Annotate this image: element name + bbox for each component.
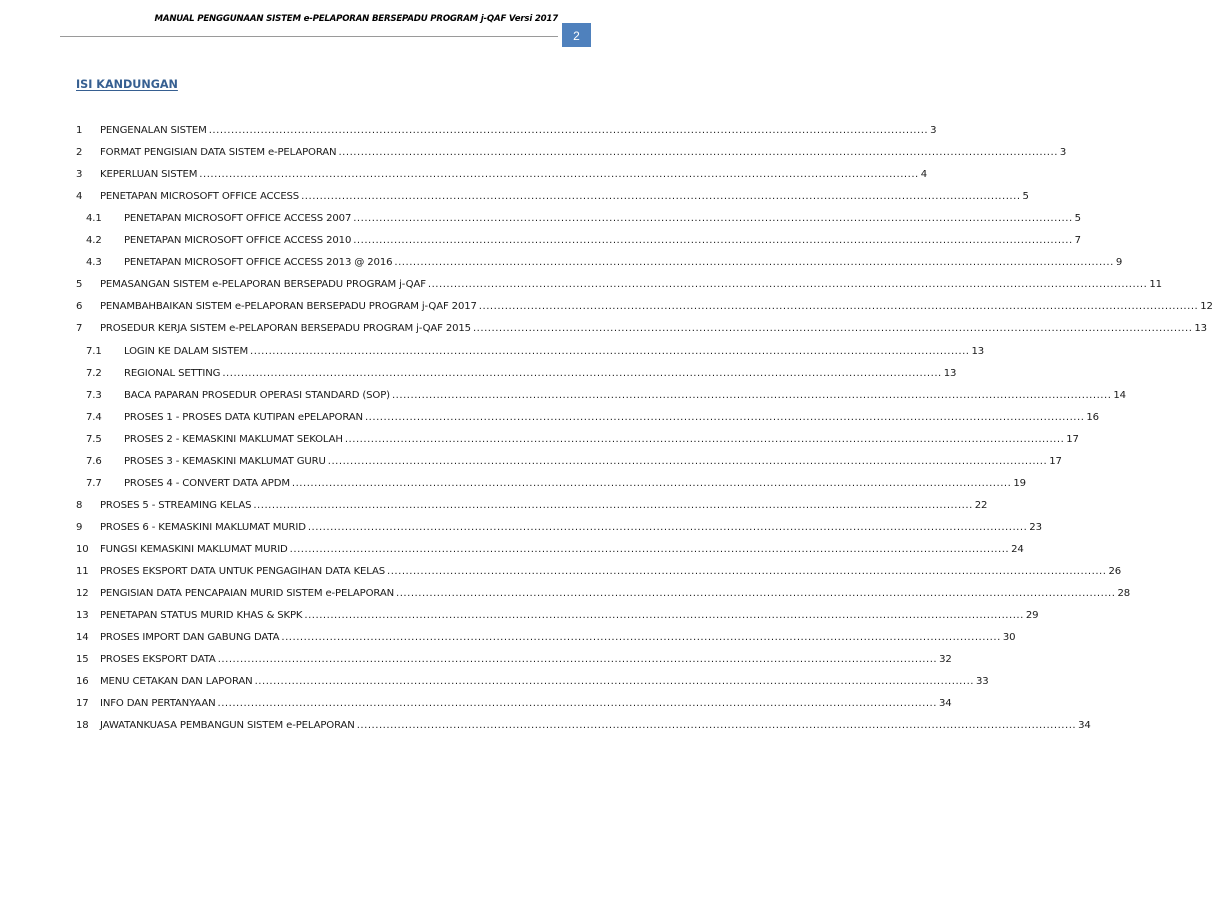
toc-entry-page: 33 <box>976 676 989 688</box>
toc-entry-number: 7.4 <box>86 411 102 423</box>
toc-entry-title[interactable]: INFO DAN PERTANYAAN <box>100 698 216 710</box>
toc-entry[interactable] <box>86 339 985 359</box>
toc-entry-title[interactable]: JAWATANKUASA PEMBANGUN SISTEM e-PELAPORAN <box>100 720 355 732</box>
toc-entry-title[interactable]: PROSES 4 - CONVERT DATA APDM <box>124 477 290 489</box>
toc-entry-page: 5 <box>1022 191 1029 203</box>
toc-entry-number: 2 <box>76 147 83 159</box>
toc-entry-title[interactable]: LOGIN KE DALAM SISTEM <box>124 345 249 357</box>
toc-entry[interactable] <box>76 647 952 667</box>
toc-entry-number: 13 <box>76 610 89 622</box>
toc-entry-number: 1 <box>76 125 83 136</box>
toc-entry[interactable] <box>76 691 952 711</box>
toc-dot-leader <box>218 653 937 667</box>
toc-entry-page: 19 <box>1013 477 1026 489</box>
toc-dot-leader <box>345 433 1064 447</box>
toc-entry[interactable] <box>86 449 1062 469</box>
toc-dot-leader <box>479 300 1198 314</box>
toc-dot-leader <box>281 631 1000 645</box>
toc-entry-title[interactable]: PROSEDUR KERJA SISTEM e-PELAPORAN BERSEPADU PROGRAM j-QAF 2015 <box>100 323 471 335</box>
toc-dot-leader <box>253 499 972 513</box>
toc-entry[interactable] <box>76 559 1122 579</box>
toc-entry[interactable] <box>86 228 1081 248</box>
toc-dot-leader <box>290 543 1009 557</box>
toc-entry-page: 7 <box>1074 235 1081 247</box>
toc-entry-page: 26 <box>1108 566 1122 577</box>
toc-entry-number: 7 <box>76 323 83 335</box>
toc-entry-title[interactable]: PROSES 5 - STREAMING KELAS <box>100 499 252 511</box>
toc-dot-leader <box>209 124 928 138</box>
toc-dot-leader <box>308 521 1027 535</box>
toc-entry-number: 7.7 <box>86 477 102 489</box>
toc-dot-leader <box>392 389 1111 403</box>
toc-entry-title[interactable]: PEMASANGAN SISTEM e-PELAPORAN BERSEPADU PROGRAM j-QAF <box>100 279 426 291</box>
toc-entry-number: 14 <box>76 632 89 644</box>
page-header <box>0 0 638 50</box>
toc-entry-title[interactable]: PROSES 2 - KEMASKINI MAKLUMAT SEKOLAH <box>124 433 343 445</box>
toc-entry-title[interactable]: PENGENALAN SISTEM <box>100 125 207 136</box>
toc-entry-title[interactable]: REGIONAL SETTING <box>124 367 221 379</box>
toc-entry-number: 10 <box>76 543 89 555</box>
toc-entry-title[interactable]: PROSES EKSPORT DATA <box>100 654 216 666</box>
toc-dot-leader <box>304 609 1023 623</box>
toc-entry[interactable] <box>76 140 1067 160</box>
toc-entry-number: 17 <box>76 698 89 710</box>
toc-entry-title[interactable]: PROSES IMPORT DAN GABUNG DATA <box>100 632 280 644</box>
toc-dot-leader <box>222 367 941 381</box>
toc-dot-leader <box>199 168 918 182</box>
toc-entry[interactable] <box>76 162 928 182</box>
toc-entry[interactable] <box>86 206 1081 226</box>
toc-entry[interactable] <box>76 272 1162 292</box>
toc-entry-number: 7.3 <box>86 389 102 401</box>
toc-entry-number: 7.2 <box>86 367 102 379</box>
toc-entry[interactable] <box>76 603 1039 623</box>
toc-entry-page: 28 <box>1117 588 1131 600</box>
toc-entry-page: 11 <box>1149 279 1162 291</box>
page-number-badge: 2 <box>562 23 591 47</box>
toc-entry-number: 16 <box>76 676 89 688</box>
toc-entry-title[interactable]: PROSES 3 - KEMASKINI MAKLUMAT GURU <box>124 455 326 467</box>
toc-entry-number: 3 <box>76 169 83 181</box>
toc-dot-leader <box>301 190 1020 204</box>
toc-entry[interactable] <box>86 250 1123 270</box>
toc-entry[interactable] <box>86 471 1026 491</box>
toc-entry-title[interactable]: FUNGSI KEMASKINI MAKLUMAT MURID <box>100 543 288 555</box>
toc-dot-leader <box>428 278 1147 292</box>
toc-entry-number: 7.6 <box>86 455 102 467</box>
toc-entry[interactable] <box>76 669 989 689</box>
toc-entry-page: 13 <box>943 367 957 379</box>
toc-entry-page: 23 <box>1029 521 1042 533</box>
toc-entry[interactable] <box>76 537 1024 557</box>
toc-entry-page: 5 <box>1074 213 1081 225</box>
toc-dot-leader <box>396 587 1115 601</box>
toc-entry[interactable] <box>76 515 1042 535</box>
toc-entry-page: 3 <box>1059 147 1067 159</box>
toc-heading: ISI KANDUNGAN <box>76 78 178 91</box>
toc-entry-page: 9 <box>1115 257 1123 269</box>
toc-entry-number: 7.1 <box>86 345 102 357</box>
toc-entry-number: 6 <box>76 301 83 313</box>
toc-entry-number: 4 <box>76 191 83 203</box>
toc-entry-page: 4 <box>920 169 928 181</box>
toc-entry-page: 13 <box>1194 323 1207 335</box>
toc-entry[interactable] <box>76 625 1016 645</box>
toc-entry[interactable] <box>76 118 937 138</box>
toc-dot-leader <box>328 455 1047 469</box>
toc-entry-page: 3 <box>930 125 937 136</box>
toc-entry-number: 15 <box>76 654 89 666</box>
toc-entry-page: 16 <box>1086 411 1099 423</box>
toc-dot-leader <box>357 719 1076 733</box>
toc-entry-title[interactable]: BACA PAPARAN PROSEDUR OPERASI STANDARD (SOP) <box>124 389 390 401</box>
toc-entry-number: 18 <box>76 720 89 732</box>
toc-entry-title[interactable]: PENETAPAN MICROSOFT OFFICE ACCESS <box>100 191 300 203</box>
toc-dot-leader <box>250 345 969 359</box>
toc-entry-number: 8 <box>76 499 83 511</box>
toc-entry-number: 4.3 <box>86 257 102 269</box>
toc-dot-leader <box>338 146 1057 160</box>
toc-entry-title[interactable]: PROSES 1 - PROSES DATA KUTIPAN ePELAPORAN <box>124 411 363 423</box>
toc-entry-number: 12 <box>76 588 89 600</box>
toc-dot-leader <box>394 256 1113 270</box>
toc-dot-leader <box>353 234 1072 248</box>
toc-entry-number: 7.5 <box>86 433 102 445</box>
toc-dot-leader <box>353 212 1072 226</box>
document-title: MANUAL PENGGUNAAN SISTEM e-PELAPORAN BERSEPADU PROGRAM j-QAF Versi 2017 <box>154 14 558 24</box>
toc-entry-page: 32 <box>939 654 952 666</box>
toc-entry-page: 12 <box>1200 301 1213 313</box>
toc-entry-title[interactable]: PENETAPAN STATUS MURID KHAS & SKPK <box>100 610 303 622</box>
toc-entry[interactable] <box>86 427 1079 447</box>
toc-entry[interactable] <box>86 361 957 381</box>
toc-entry[interactable] <box>86 383 1126 403</box>
toc-dot-leader <box>255 675 974 689</box>
toc-entry-title[interactable]: PENETAPAN MICROSOFT OFFICE ACCESS 2013 @ 2016 <box>124 257 393 269</box>
toc-entry-title[interactable]: KEPERLUAN SISTEM <box>100 169 198 181</box>
toc-entry-number: 11 <box>76 566 89 577</box>
toc-entry-page: 22 <box>974 499 988 511</box>
toc-entry-title[interactable]: PENGISIAN DATA PENCAPAIAN MURID SISTEM e-PELAPORAN <box>100 588 395 600</box>
toc-entry-title[interactable]: MENU CETAKAN DAN LAPORAN <box>100 676 253 688</box>
toc-dot-leader <box>292 477 1011 491</box>
toc-entry-title[interactable]: PENAMBAHBAIKAN SISTEM e-PELAPORAN BERSEPADU PROGRAM j-QAF 2017 <box>100 301 477 313</box>
toc-entry-title[interactable]: PENETAPAN MICROSOFT OFFICE ACCESS 2010 <box>124 235 352 247</box>
toc-dot-leader <box>473 322 1192 336</box>
toc-entry-number: 4.1 <box>86 213 102 225</box>
toc-entry-number: 5 <box>76 279 83 291</box>
toc-entry[interactable] <box>76 493 988 513</box>
toc-entry-title[interactable]: PENETAPAN MICROSOFT OFFICE ACCESS 2007 <box>124 213 352 225</box>
toc-dot-leader <box>365 411 1084 425</box>
toc-entry-title[interactable]: FORMAT PENGISIAN DATA SISTEM e-PELAPORAN <box>100 147 337 159</box>
toc-entry[interactable] <box>76 581 1131 601</box>
toc-entry-title[interactable]: PROSES EKSPORT DATA UNTUK PENGAGIHAN DATA KELAS <box>100 566 386 577</box>
toc-dot-leader <box>218 697 937 711</box>
toc-dot-leader <box>387 565 1106 579</box>
toc-entry-page: 34 <box>938 698 952 710</box>
toc-entry-page: 30 <box>1002 632 1016 644</box>
toc-entry-number: 9 <box>76 521 83 533</box>
toc-entry[interactable] <box>76 184 1029 204</box>
toc-entry[interactable] <box>86 405 1099 425</box>
toc-entry-number: 4.2 <box>86 235 102 247</box>
toc-entry-page: 17 <box>1049 455 1062 467</box>
toc-entry-page: 29 <box>1025 610 1039 622</box>
toc-entry[interactable] <box>76 316 1207 336</box>
toc-entry-page: 17 <box>1066 433 1079 445</box>
header-divider <box>60 36 558 37</box>
toc-entry-page: 24 <box>1011 543 1024 555</box>
toc-entry[interactable] <box>76 294 1213 314</box>
toc-entry-title[interactable]: PROSES 6 - KEMASKINI MAKLUMAT MURID <box>100 521 306 533</box>
toc-entry-page: 14 <box>1113 389 1126 401</box>
toc-entry[interactable] <box>76 713 1091 733</box>
toc-entry-page: 13 <box>971 345 985 357</box>
toc-entry-page: 34 <box>1078 720 1091 732</box>
